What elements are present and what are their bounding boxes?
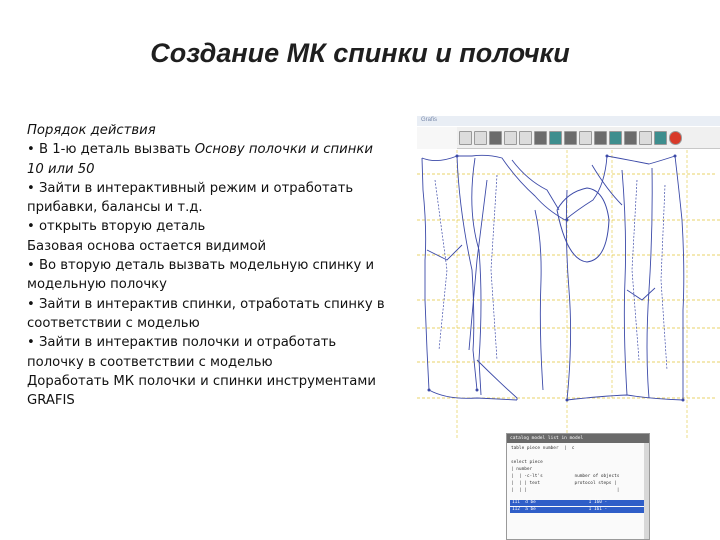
dialog-selected-row[interactable]	[510, 500, 645, 506]
body-line: • открыть вторую деталь	[27, 219, 206, 235]
body-line	[27, 140, 412, 159]
body-line: • Зайти в интерактив спинки, отработать спинку в	[27, 296, 385, 312]
body-line: 10 или 50	[27, 161, 95, 177]
body-line: • Зайти в интерактивный режим и отработать	[27, 180, 354, 196]
dialog-row: | number	[511, 467, 533, 472]
body-line-text: • В 1-ю деталь вызвать	[27, 142, 195, 158]
pattern-drawing-canvas[interactable]	[417, 150, 720, 438]
cad-title: Grafis	[421, 117, 438, 123]
body-line: • Во вторую деталь вызвать модельную спинку и	[27, 258, 375, 274]
pattern-outline	[477, 360, 517, 400]
pattern-outline	[675, 156, 684, 400]
body-line: соответствии с моделью	[27, 315, 200, 331]
dialog-row: select piece	[511, 460, 543, 465]
dialog-row: | | -c-lt's number of objects	[511, 474, 620, 479]
body-line: Порядок действия	[27, 123, 156, 138]
pattern-outline	[457, 156, 477, 390]
preview-icon[interactable]	[504, 131, 517, 145]
pattern-point	[566, 399, 569, 402]
export-icon[interactable]	[594, 131, 607, 145]
dialog-row: table piece number | c	[511, 446, 575, 451]
dialog-row: | | | |	[511, 488, 620, 493]
cad-window	[417, 116, 720, 438]
dart-line	[632, 180, 639, 360]
cad-toolbar	[457, 127, 720, 149]
body-line: модельную полочку	[27, 277, 167, 293]
pattern-outline	[567, 395, 683, 400]
arrange-icon[interactable]	[609, 131, 622, 145]
pattern-point	[456, 155, 459, 158]
select-icon[interactable]	[474, 131, 487, 145]
body-line: Доработать МК полочки и спинки инструментами	[27, 373, 376, 389]
dart-line	[661, 185, 667, 370]
pattern-point	[606, 155, 609, 158]
print-icon[interactable]	[489, 131, 502, 145]
check-icon[interactable]	[654, 131, 667, 145]
pattern-outline	[429, 390, 517, 400]
list-icon[interactable]	[564, 131, 577, 145]
dialog-titlebar	[507, 434, 649, 443]
pattern-outline	[607, 156, 675, 164]
pattern-outline	[422, 156, 472, 161]
close-icon[interactable]	[669, 131, 682, 145]
pattern-point	[566, 219, 569, 222]
dialog-scrollbar[interactable]	[644, 443, 649, 539]
pattern-outline	[422, 158, 429, 390]
body-line: Базовая основа остается видимой	[27, 238, 267, 254]
body-line: прибавки, балансы и т.д.	[27, 200, 203, 216]
dialog-selected-row-text: 111 d be 1 160 -	[512, 500, 608, 505]
dialog-selected-row[interactable]	[510, 507, 645, 513]
scissors-icon[interactable]	[519, 131, 532, 145]
dialog-selected-row-text: 112 a be 1 161 -	[512, 507, 608, 512]
table-icon[interactable]	[549, 131, 562, 145]
slide-title: Создание МК спинки и полочки	[150, 38, 570, 68]
dart-line	[435, 180, 447, 350]
grid-icon[interactable]	[459, 131, 472, 145]
body-line: GRAFIS	[27, 393, 75, 409]
edit-icon[interactable]	[639, 131, 652, 145]
body-line: полочку в соответствии с моделью	[27, 354, 273, 370]
save-icon[interactable]	[579, 131, 592, 145]
slide-body-text	[27, 121, 412, 410]
pattern-outline	[647, 168, 652, 398]
pattern-point	[476, 389, 479, 392]
layers-icon[interactable]	[534, 131, 547, 145]
pattern-point	[682, 399, 685, 402]
dart-line	[491, 175, 497, 360]
pattern-outline	[627, 288, 655, 300]
pattern-point	[428, 389, 431, 392]
dialog-title: catalog model list in model	[510, 436, 584, 441]
body-line: • Зайти в интерактив полочки и отработать	[27, 335, 337, 351]
group-icon[interactable]	[624, 131, 637, 145]
pattern-outline	[592, 165, 622, 205]
dialog-row: | | | text protocol steps |	[511, 481, 617, 486]
pattern-outline	[622, 170, 627, 395]
pattern-point	[674, 155, 677, 158]
pattern-outline	[472, 158, 481, 395]
cad-titlebar	[417, 116, 720, 126]
model-list-dialog	[506, 433, 650, 540]
body-line-emphasis: Основу полочки и спинки	[194, 142, 373, 158]
pattern-outline	[512, 160, 559, 210]
cad-toolbar-spacer	[417, 127, 457, 149]
neckline-curve	[557, 188, 609, 262]
